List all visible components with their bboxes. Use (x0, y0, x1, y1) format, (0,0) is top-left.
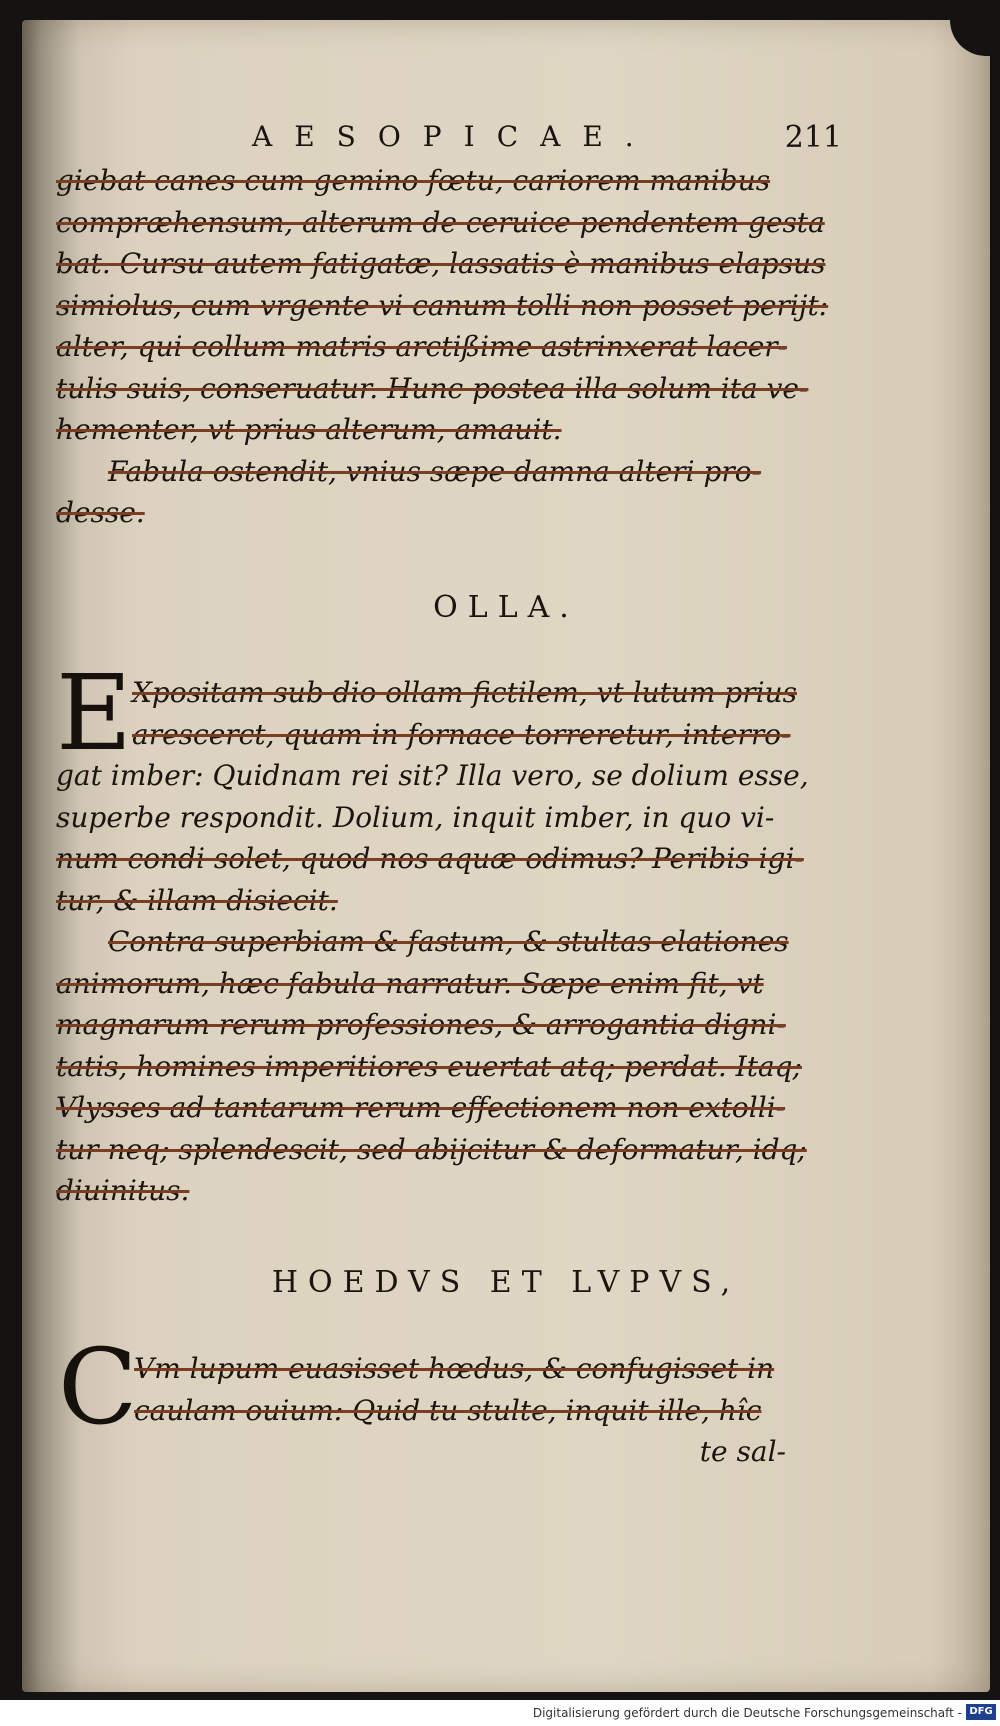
running-head-title: AESOPICAE. (252, 120, 656, 153)
moral-line: animorum, hæc fabula narratur. Sæpe enim fit, vt (56, 966, 764, 1000)
page-number: 211 (784, 120, 842, 155)
olla-text (56, 755, 809, 1212)
fable-heading-hoedus: HOEDVS ET LVPVS, (271, 1265, 741, 1300)
book-page (22, 20, 990, 1692)
moral-line: tatis, homines imperitiores euertat atq; perdat. Itaq; (56, 1049, 802, 1083)
text-line: arescerct, quam in fornace torreretur, interro- (132, 717, 791, 751)
moral-line: Contra superbiam & fastum, & stultas elationes (108, 925, 789, 958)
drop-cap-c: C (58, 1326, 138, 1448)
moral-line: Vlysses ad tantarum rerum effectionem non extolli- (56, 1091, 786, 1124)
dfg-logo: DFG (966, 1704, 996, 1720)
hoedus-text (134, 1348, 786, 1473)
olla-text-top (132, 672, 798, 755)
moral-line: tur neq; splendescit, sed abijcitur & deformatur, idq; (56, 1132, 807, 1166)
text-line: giebat canes cum gemino fœtu, cariorem manibus (56, 164, 771, 197)
text-line: superbe respondit. Dolium, inquit imber, in quo vi- (56, 800, 775, 834)
text-line: bat. Cursu autem fatigatæ, lassatis è manibus elapsus (56, 247, 826, 280)
moral-line: diuinitus. (56, 1174, 190, 1207)
footer-credit: Digitalisierung gefördert durch die Deutsche Forschungsgemeinschaft - (532, 1706, 962, 1720)
page-corner-fold (950, 16, 996, 56)
moral-line: desse. (56, 496, 145, 529)
fable-heading-olla: OLLA. (433, 590, 579, 625)
text-line: caulam ouium: Quid tu stulte, inquit ille, hîc (134, 1393, 762, 1427)
text-line: hementer, vt prius alterum, amauit. (56, 413, 562, 446)
text-line: Vm lupum euasisset hœdus, & confugisset in (134, 1352, 775, 1385)
text-line: compræhensum, alterum de ceruice pendentem gesta (56, 205, 825, 239)
moral-line: Fabula ostendit, vnius sæpe damna alteri pro- (108, 454, 762, 488)
text-line: gat imber: Quidnam rei sit? Illa vero, se dolium esse, (56, 759, 809, 792)
text-line: simiolus, cum vrgente vi canum tolli non posset perijt: (56, 288, 829, 322)
text-line: alter, qui collum matris arctißime astrinxerat lacer- (56, 330, 788, 363)
text-line: tur, & illam disiecit. (56, 883, 338, 917)
fable-ending-text (56, 160, 829, 534)
drop-cap-e: E (56, 652, 132, 774)
text-line: Xpositam sub dio ollam fictilem, vt lutum prius (132, 676, 798, 709)
text-line: tulis suis, conseruatur. Hunc postea illa solum ita ve- (56, 371, 809, 405)
digitization-footer (0, 1700, 1000, 1726)
catchword: te sal- (699, 1435, 786, 1468)
running-head (82, 120, 952, 156)
text-line: num condi solet, quod nos aquæ odimus? Peribis igi- (56, 842, 804, 875)
moral-line: magnarum rerum professiones, & arrogantia digni- (56, 1008, 786, 1041)
